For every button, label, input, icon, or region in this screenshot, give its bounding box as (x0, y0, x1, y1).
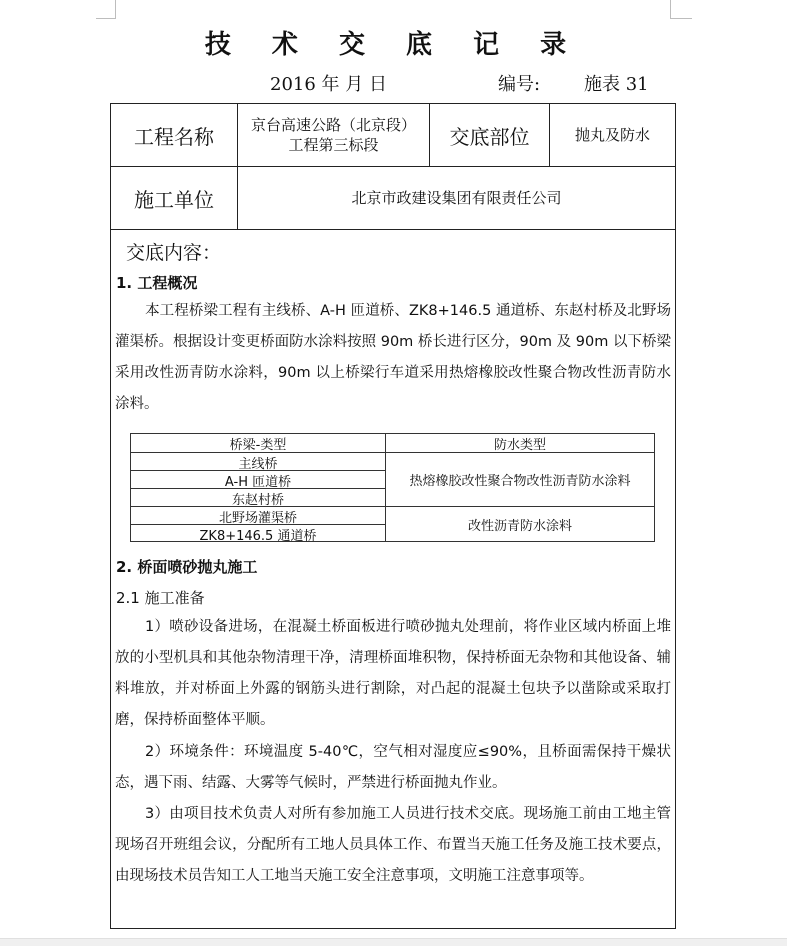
date-line: 2016 年 月 日 (270, 74, 387, 95)
bridge-row: 主线桥 (238, 456, 278, 472)
crop-mark-left-horizontal (96, 18, 116, 19)
number-label: 编号: (498, 74, 541, 95)
document-title: 技 术 交 底 记 录 (204, 30, 583, 60)
project-name-label: 工程名称 (134, 124, 214, 149)
subsection21-title: 2.1 施工准备 (116, 589, 205, 607)
prep-text-2: 2）环境条件：环境温度 5-40℃，空气相对湿度应≤90%，且桥面需保持干燥状态，遇下雨、结露、大雾等气候时，严禁进行桥面抛丸作业。 (115, 744, 671, 791)
waterproof-type-group2: 改性沥青防水涂料 (467, 518, 572, 534)
table-header-bridge: 桥梁-类型 (229, 437, 287, 453)
row-divider (111, 229, 675, 230)
section1-text: 本工程桥梁工程有主线桥、A-H 匝道桥、ZK8+146.5 通道桥、东赵村桥及北野场灌渠桥。根据设计变更桥面防水涂料按照 90m 桥长进行区分，90m 及 90m 以下桥梁采用改性沥青防水涂料，90m 以上桥梁行车道采用热熔橡胶改性聚合物改性沥青防水涂料。 (115, 303, 671, 412)
unit-value: 北京市政建设集团有限责任公司 (351, 189, 562, 207)
project-name-value (238, 104, 429, 166)
bridge-row: ZK8+146.5 通道桥 (199, 528, 317, 544)
content-intro-label: 交底内容： (126, 242, 222, 264)
unit-label: 施工单位 (134, 187, 214, 212)
part-label: 交底部位 (449, 124, 530, 149)
waterproof-type-group1: 热熔橡胶改性聚合物改性沥青防水涂料 (409, 474, 631, 489)
part-value: 抛丸及防水 (574, 126, 650, 144)
prep-paragraph-3 (115, 799, 671, 892)
prep-paragraph-1 (115, 612, 671, 736)
crop-mark-left-vertical (115, 0, 116, 18)
table-header-waterproof: 防水类型 (493, 437, 546, 453)
bridge-type-table (130, 433, 655, 542)
section1-paragraph (115, 296, 671, 420)
prep-text-3: 3）由项目技术负责人对所有参加施工人员进行技术交底。现场施工前由工地主管现场召开班组会议，分配所有工地人员具体工作、布置当天施工任务及施工技术要点，由现场技术员告知工人工地当天施工安全注意事项，文明施工注意事项等。 (115, 806, 671, 884)
bridge-row: 东赵村桥 (231, 492, 284, 508)
section2-title: 2. 桥面喷砂抛丸施工 (116, 558, 258, 576)
project-name-line1: 京台高速公路（北京段） (250, 116, 416, 134)
crop-mark-right-vertical (670, 0, 671, 18)
bridge-row: A-H 匝道桥 (224, 474, 292, 490)
prep-paragraph-2 (115, 737, 671, 799)
bridge-row: 北野场灌渠桥 (218, 510, 297, 526)
prep-text-1: 1）喷砂设备进场，在混凝土桥面板进行喷砂抛丸处理前，将作业区域内桥面上堆放的小型机具和其他杂物清理干净，清理桥面堆积物，保持桥面无杂物和其他设备、辅料堆放，并对桥面上外露的钢筋头进行割除，对凸起的混凝土包块予以凿除或采取打磨，保持桥面整体平顺。 (115, 619, 671, 728)
number-value: 施表 31 (584, 74, 649, 95)
crop-mark-right-horizontal (670, 18, 692, 19)
section1-title: 1. 工程概况 (116, 274, 198, 292)
project-name-line2: 工程第三标段 (288, 136, 379, 154)
